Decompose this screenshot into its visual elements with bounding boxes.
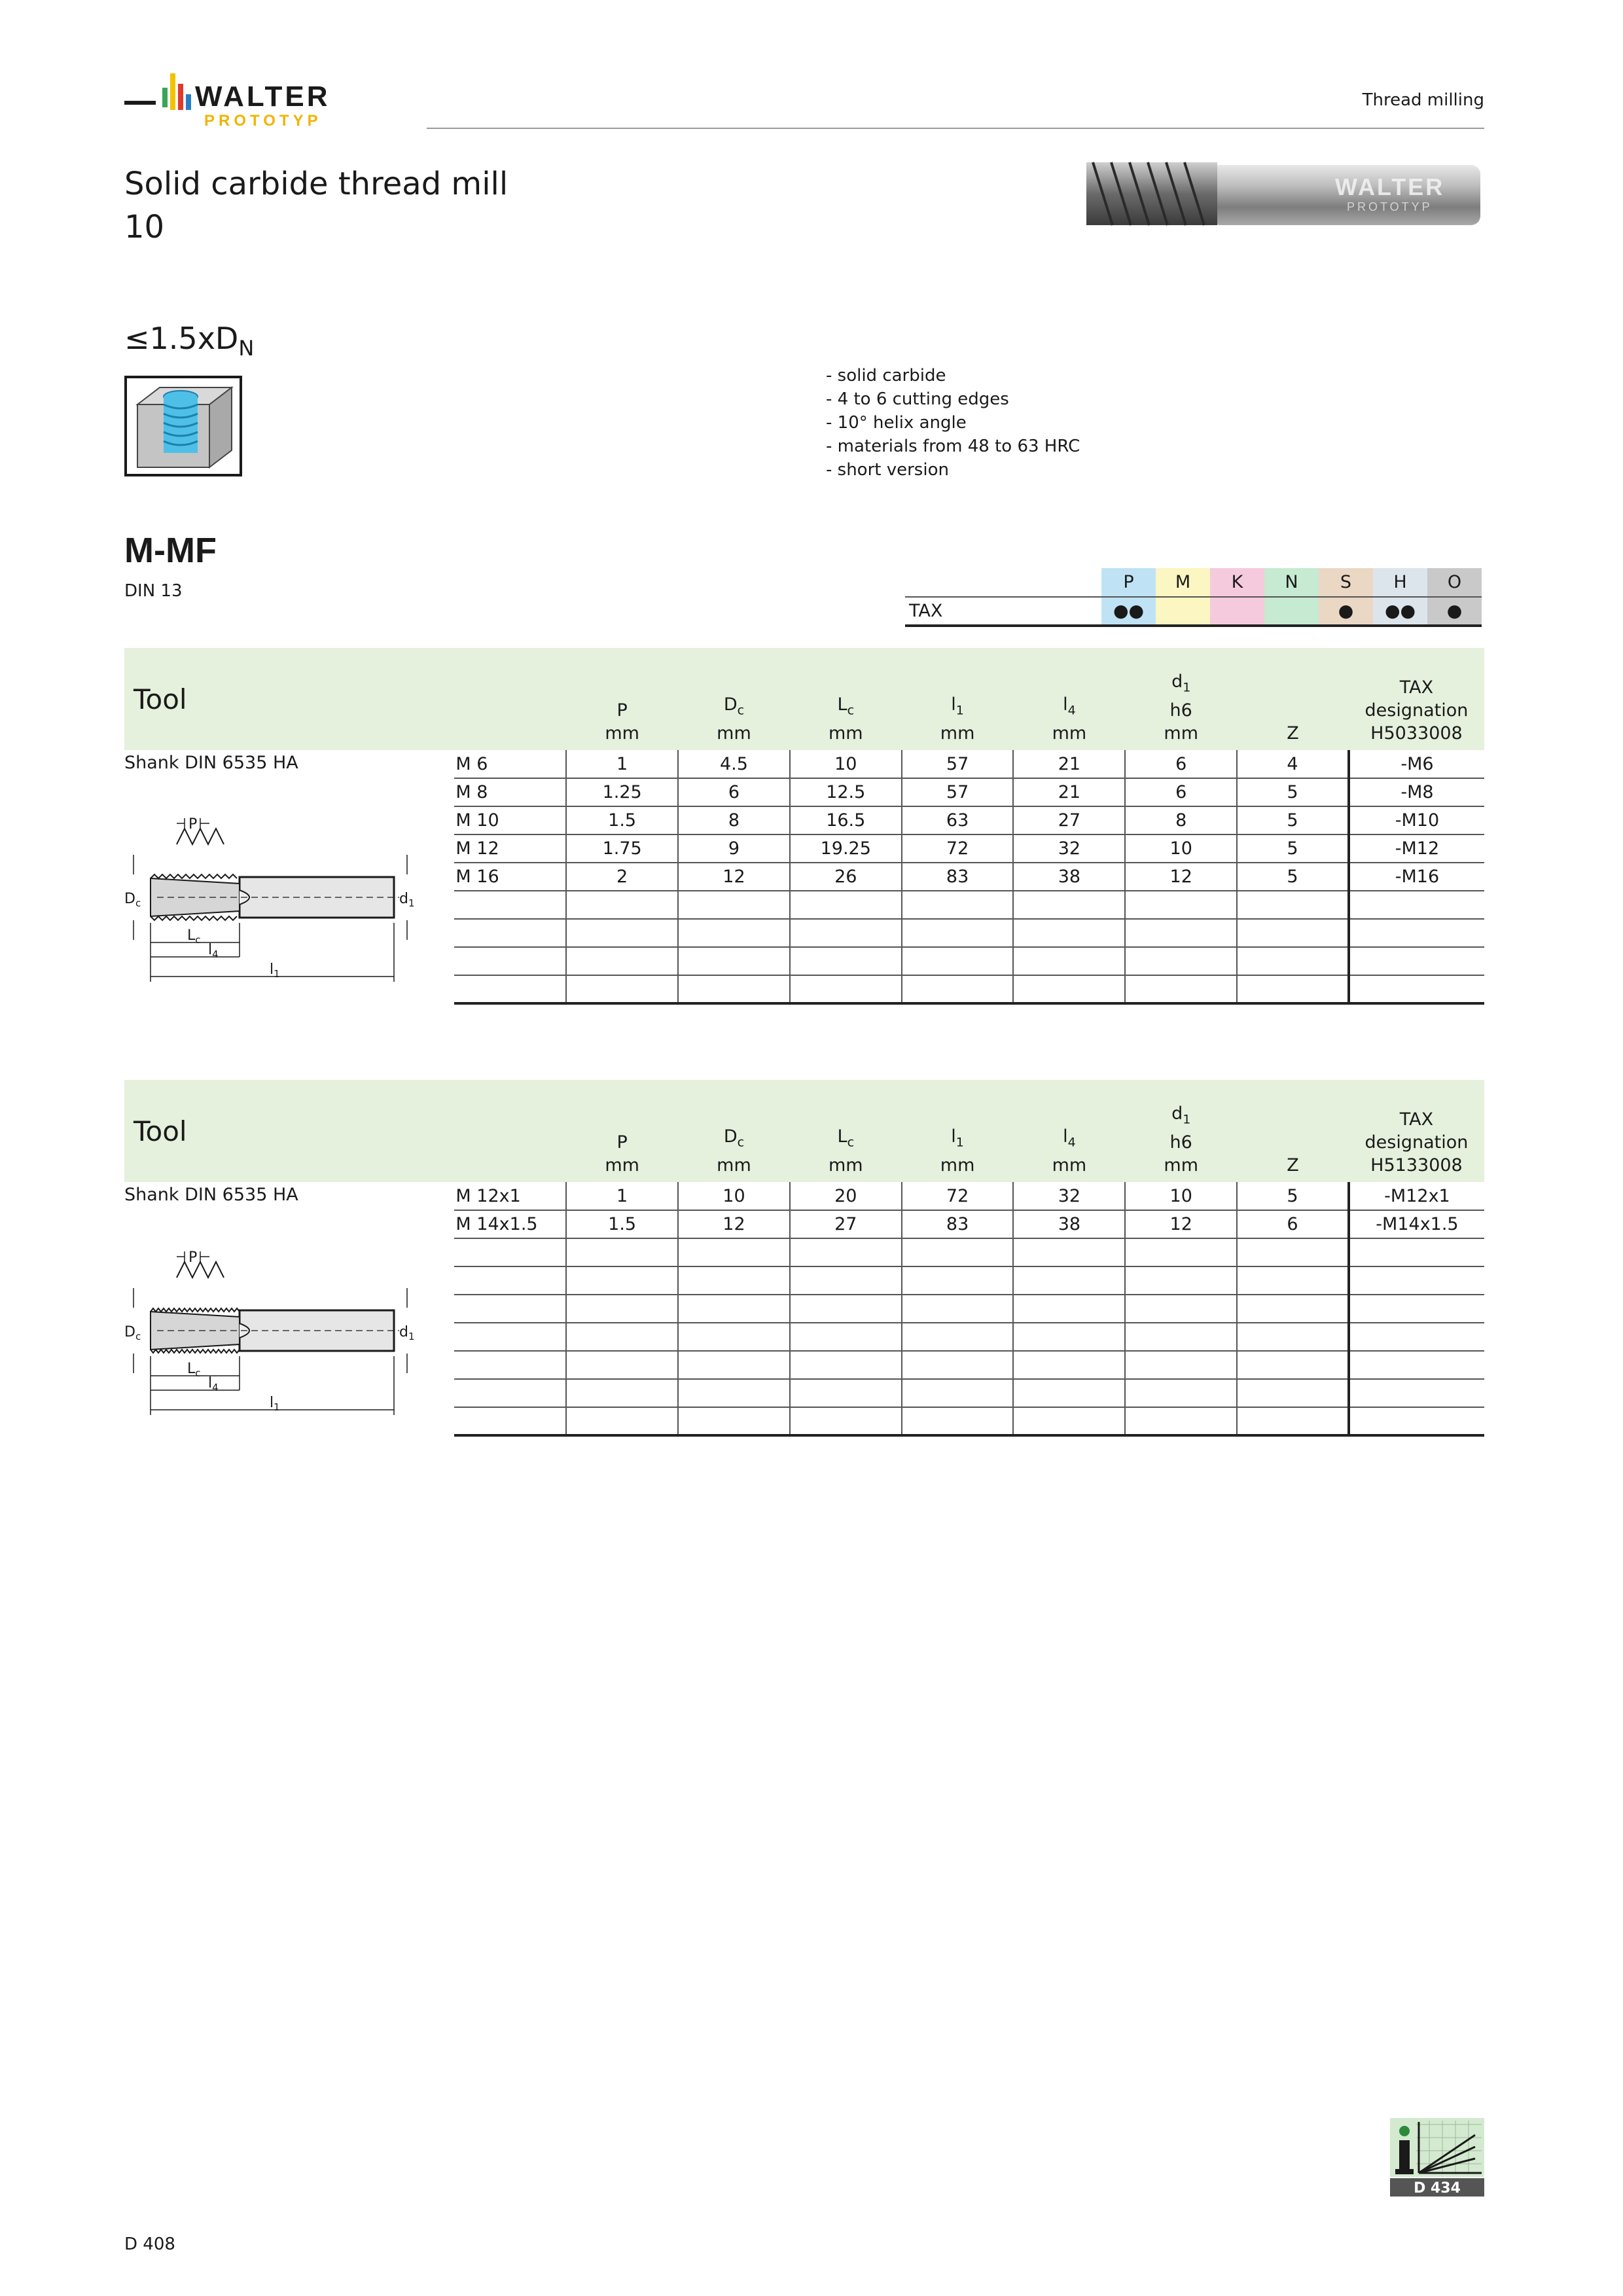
- table-cell: 32: [1013, 834, 1125, 863]
- material-S: S: [1319, 568, 1373, 597]
- material-N: N: [1264, 568, 1319, 597]
- table-cell: 27: [1013, 806, 1125, 834]
- page-number: D 408: [124, 2234, 175, 2254]
- svg-text:D 434: D 434: [1414, 2180, 1461, 2197]
- table-cell: -M8: [1349, 778, 1484, 806]
- material-K: K: [1210, 568, 1264, 597]
- rating-M: [1156, 597, 1210, 626]
- table-cell: 1: [566, 1182, 678, 1210]
- table-cell: 72: [902, 1182, 1014, 1210]
- table-cell: 6: [1125, 750, 1237, 778]
- table-cell: 38: [1013, 863, 1125, 891]
- table-cell: 27: [790, 1210, 902, 1238]
- walter-prototyp-logo: [124, 60, 399, 132]
- shank-label: Shank DIN 6535 HA: [124, 753, 298, 773]
- col-tool: Tool: [124, 648, 566, 750]
- col-z: Z: [1237, 648, 1349, 750]
- col-p: P mm: [566, 1080, 678, 1182]
- svg-text:l4: $l_4$: [208, 942, 219, 960]
- table-cell: M 6: [454, 750, 566, 778]
- table-cell: 5: [1237, 863, 1349, 891]
- svg-text:d1: $d_1$: [399, 1324, 415, 1342]
- table-cell: 1.25: [566, 778, 678, 806]
- col-tax: TAX designation H5133008: [1349, 1080, 1484, 1182]
- svg-text:d1: $d_1$: [399, 891, 415, 909]
- table-cell: 83: [902, 863, 1014, 891]
- table-cell: 4: [1237, 750, 1349, 778]
- svg-text:WALTER: WALTER: [195, 81, 330, 113]
- table-cell: M 16: [454, 863, 566, 891]
- rating-S: ●: [1319, 597, 1373, 626]
- table-cell: 5: [1237, 1182, 1349, 1210]
- table-cell: 72: [902, 834, 1014, 863]
- svg-text:l1: $l_1$: [270, 961, 280, 980]
- title-line-2: 10: [124, 209, 165, 245]
- header-rule: [427, 128, 1484, 129]
- col-tool: Tool: [124, 1080, 566, 1182]
- table-cell: 1: [566, 750, 678, 778]
- table-cell: 1.5: [566, 806, 678, 834]
- table-cell: 38: [1013, 1210, 1125, 1238]
- table-cell: 16.5: [790, 806, 902, 834]
- rating-H: ●●: [1373, 597, 1427, 626]
- svg-text:Lc: $L_c$: [187, 1361, 201, 1379]
- rating-O: ●: [1427, 597, 1482, 626]
- col-l4: $l_4$ mm: [1013, 648, 1125, 750]
- col-dc: $D_c$ mm: [678, 648, 790, 750]
- depth-ratio: $\le 1.5xD_N$: [124, 321, 255, 361]
- material-group-table: [905, 568, 1482, 627]
- material-H: H: [1373, 568, 1427, 597]
- col-dc: $D_c$ mm: [678, 1080, 790, 1182]
- table-cell: 8: [1125, 806, 1237, 834]
- table-cell: 32: [1013, 1182, 1125, 1210]
- table-cell: 5: [1237, 806, 1349, 834]
- table-cell: 8: [678, 806, 790, 834]
- table-cell: 26: [790, 863, 902, 891]
- material-M: M: [1156, 568, 1210, 597]
- rating-K: [1210, 597, 1264, 626]
- material-row-label: TAX: [905, 597, 1101, 626]
- table-cell: -M12x1: [1349, 1182, 1484, 1210]
- material-P: P: [1101, 568, 1156, 597]
- rating-N: [1264, 597, 1319, 626]
- table-cell: 20: [790, 1182, 902, 1210]
- svg-text:PROTOTYP: PROTOTYP: [204, 112, 322, 130]
- shank-label: Shank DIN 6535 HA: [124, 1185, 298, 1205]
- table-cell: 12.5: [790, 778, 902, 806]
- svg-text:P: P: [188, 1249, 198, 1266]
- table-cell: -M10: [1349, 806, 1484, 834]
- thread-mill-photo: [1060, 154, 1486, 236]
- rating-P: ●●: [1101, 597, 1156, 626]
- table-cell: 1.5: [566, 1210, 678, 1238]
- feature-item: - materials from 48 to 63 HRC: [826, 437, 1080, 456]
- table-cell: 83: [902, 1210, 1014, 1238]
- col-l1: $l_1$ mm: [902, 648, 1014, 750]
- svg-text:Dc: $D_c$: [124, 891, 141, 909]
- svg-text:PROTOTYP: PROTOTYP: [1347, 200, 1433, 213]
- table-cell: 21: [1013, 750, 1125, 778]
- svg-text:l4: $l_4$: [208, 1375, 219, 1393]
- table-cell: M 12x1: [454, 1182, 566, 1210]
- series-name: M-MF: [124, 531, 217, 570]
- section-label: Thread milling: [1362, 90, 1484, 110]
- col-lc: $L_c$ mm: [790, 1080, 902, 1182]
- table-cell: 2: [566, 863, 678, 891]
- col-d1: $d_1$ h6 mm: [1125, 648, 1237, 750]
- table-cell: M 14x1.5: [454, 1210, 566, 1238]
- table-cell: -M6: [1349, 750, 1484, 778]
- table-cell: -M14x1.5: [1349, 1210, 1484, 1238]
- table-cell: 12: [1125, 1210, 1237, 1238]
- threaded-hole-icon: [124, 376, 242, 476]
- feature-item: - short version: [826, 460, 949, 480]
- col-z: Z: [1237, 1080, 1349, 1182]
- svg-text:P: P: [188, 816, 198, 833]
- table-cell: 57: [902, 750, 1014, 778]
- table-cell: 9: [678, 834, 790, 863]
- table-cell: 4.5: [678, 750, 790, 778]
- col-tax: TAX designation H5033008: [1349, 648, 1484, 750]
- table-cell: 6: [1237, 1210, 1349, 1238]
- table-cell: 10: [790, 750, 902, 778]
- table-cell: -M12: [1349, 834, 1484, 863]
- col-d1: $d_1$ h6 mm: [1125, 1080, 1237, 1182]
- table-cell: 6: [1125, 778, 1237, 806]
- col-p: P mm: [566, 648, 678, 750]
- feature-list: [826, 364, 1080, 482]
- table-cell: -M16: [1349, 863, 1484, 891]
- table-cell: 10: [678, 1182, 790, 1210]
- table-cell: 6: [678, 778, 790, 806]
- col-l1: $l_1$ mm: [902, 1080, 1014, 1182]
- table-cell: 57: [902, 778, 1014, 806]
- col-lc: $L_c$ mm: [790, 648, 902, 750]
- series-standard: DIN 13: [124, 581, 183, 601]
- table-cell: 5: [1237, 778, 1349, 806]
- table-cell: 19.25: [790, 834, 902, 863]
- table-cell: M 8: [454, 778, 566, 806]
- page-title: [124, 162, 508, 249]
- tool-dimension-drawing-2: [124, 1219, 425, 1428]
- title-line-1: Solid carbide thread mill: [124, 166, 508, 202]
- svg-text:l1: $l_1$: [270, 1395, 280, 1413]
- svg-text:WALTER: WALTER: [1335, 173, 1445, 200]
- info-reference-icon[interactable]: [1390, 2118, 1484, 2197]
- svg-text:Lc: $L_c$: [187, 927, 201, 946]
- table-cell: 63: [902, 806, 1014, 834]
- feature-item: - solid carbide: [826, 366, 946, 386]
- svg-text:Dc: $D_c$: [124, 1324, 141, 1342]
- table-cell: 5: [1237, 834, 1349, 863]
- table-cell: 1.75: [566, 834, 678, 863]
- table-cell: 12: [678, 1210, 790, 1238]
- table-cell: M 12: [454, 834, 566, 863]
- table-cell: 21: [1013, 778, 1125, 806]
- feature-item: - 4 to 6 cutting edges: [826, 389, 1009, 409]
- feature-item: - 10° helix angle: [826, 413, 967, 433]
- tool-dimension-drawing-1: [124, 785, 425, 995]
- table-cell: 12: [678, 863, 790, 891]
- material-O: O: [1427, 568, 1482, 597]
- table-cell: 12: [1125, 863, 1237, 891]
- table-cell: 10: [1125, 834, 1237, 863]
- table-cell: M 10: [454, 806, 566, 834]
- col-l4: $l_4$ mm: [1013, 1080, 1125, 1182]
- table-cell: 10: [1125, 1182, 1237, 1210]
